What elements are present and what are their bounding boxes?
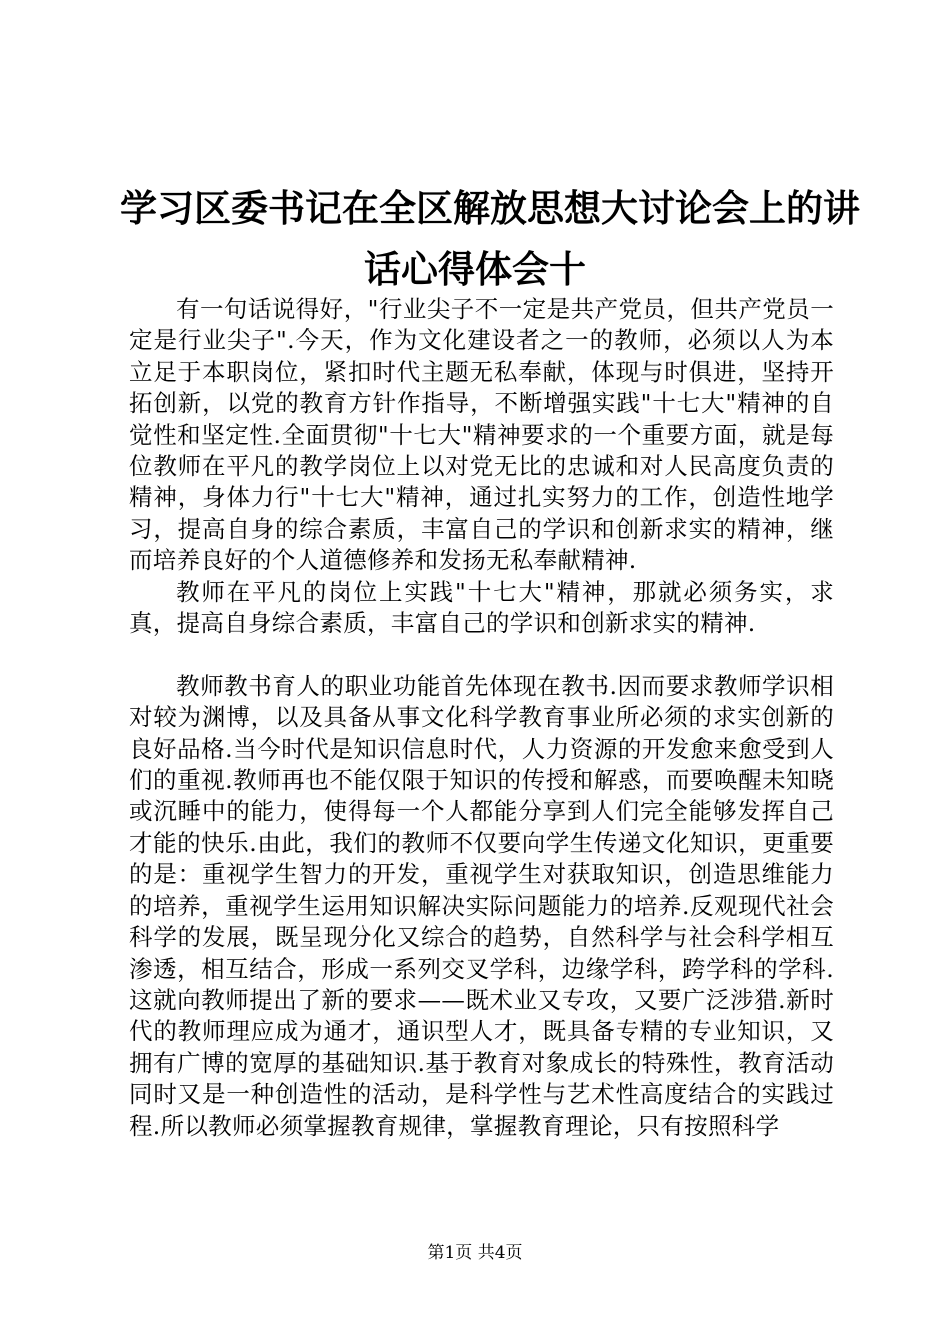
body-paragraph-3: 教师教书育人的职业功能首先体现在教书.因而要求教师学识相对较为渊博，以及具备从事文化科学教育事业所必须的求实创新的良好品格.当今时代是知识信息时代，人力资源的开发愈来愈受到人们的重视.教师再也不能仅限于知识的传授和解惑，而要唤醒未知晓或沉睡中的能力，使得每一个人都能分享到人们完全能够发挥自己才能的快乐.由此，我们的教师不仅要向学生传递文化知识，更重要的是：重视学生智力的开发，重视学生对获取知识，创造思维能力的培养，重视学生运用知识解决实际问题能力的培养.反观现代社会科学的发展，既呈现分化又综合的趋势，自然科学与社会科学相互渗透，相互结合，形成一系列交叉学科，边缘学科，跨学科的学科.这就向教师提出了新的要求——既术业又专攻，又要广泛涉猎.新时代的教师理应成为通才，通识型人才，既具备专精的专业知识，又拥有广博的宽厚的基础知识.基于教育对象成长的特殊性，教育活动同时又是一种创造性的活动，是科学性与艺术性高度结合的实践过程.所以教师必须掌握教育规律，掌握教育理论，只有按照科学 <box>129 671 834 1140</box>
page-number-footer: 第1页 共4页 <box>427 1243 523 1263</box>
document-body <box>129 294 834 1142</box>
document-title-line-1: 学习区委书记在全区解放思想大讨论会上的讲 <box>120 187 860 230</box>
body-paragraph-1: 有一句话说得好，"行业尖子不一定是共产党员，但共产党员一定是行业尖子".今天，作为文化建设者之一的教师，必须以人为本立足于本职岗位，紧扣时代主题无私奉献，体现与时俱进，坚持开拓创新，以党的教育方针作指导，不断增强实践"十七大"精神的自觉性和坚定性.全面贯彻"十七大"精神要求的一个重要方面，就是每位教师在平凡的教学岗位上以对党无比的忠诚和对人民高度负责的精神，身体力行"十七大"精神，通过扎实努力的工作，创造性地学习，提高自身的综合素质，丰富自己的学识和创新求实的精神，继而培养良好的个人道德修养和发扬无私奉献精神. <box>129 295 834 575</box>
body-paragraph-2: 教师在平凡的岗位上实践"十七大"精神，那就必须务实，求真，提高自身综合素质，丰富自己的学识和创新求实的精神. <box>129 577 834 638</box>
paragraph-spacer <box>129 639 834 670</box>
document-title-line-2: 话心得体会十 <box>364 248 586 291</box>
